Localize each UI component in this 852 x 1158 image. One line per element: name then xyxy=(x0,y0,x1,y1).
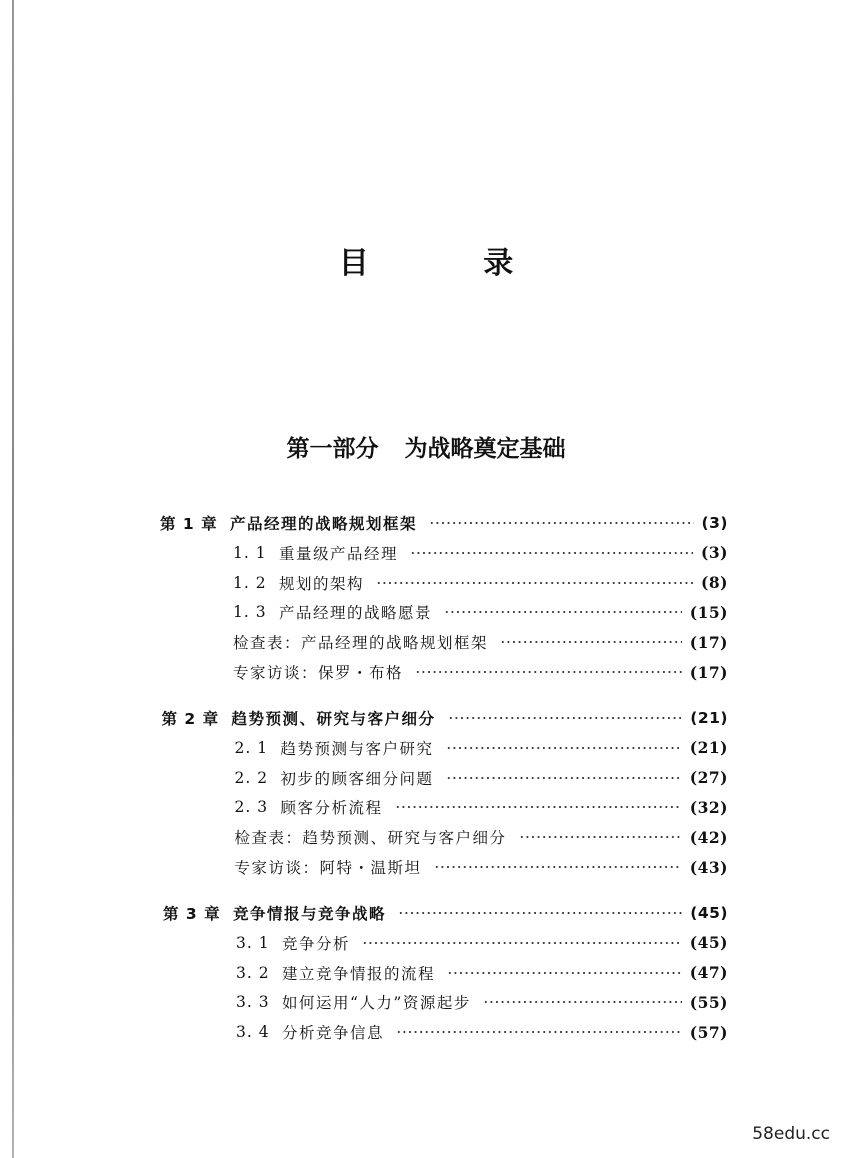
toc-section-row[interactable] xyxy=(233,599,728,625)
toc-number: 2. 2 xyxy=(234,768,269,787)
toc-page-number: (3) xyxy=(701,543,728,563)
toc-entry-title: 顾客分析流程 xyxy=(280,799,383,818)
toc-page-number: (21) xyxy=(689,738,728,758)
toc-page-number: (32) xyxy=(689,797,728,817)
toc-section-row[interactable] xyxy=(236,1019,728,1045)
toc-page-number: (17) xyxy=(689,632,728,652)
toc-dot-leader xyxy=(500,641,682,643)
toc-entry-title: 检查表：产品经理的战略规划框架 xyxy=(233,634,489,653)
toc-page-number: (3) xyxy=(701,514,728,532)
toc-dot-leader xyxy=(415,671,682,673)
toc-dot-leader xyxy=(398,912,682,914)
toc-entry-title: 初步的顾客细分问题 xyxy=(280,769,434,788)
toc-dot-leader xyxy=(446,777,682,779)
toc-entry-title: 如何运用“人力”资源起步 xyxy=(282,994,471,1013)
toc-number: 第 3 章 xyxy=(163,905,221,923)
toc-page-number: (17) xyxy=(689,662,728,682)
toc-page-number: (15) xyxy=(689,602,728,622)
toc-number: 2. 3 xyxy=(234,798,269,817)
toc-page-number: (55) xyxy=(689,992,728,1012)
toc-page-number: (45) xyxy=(690,904,728,922)
toc-dot-leader xyxy=(448,717,683,719)
toc-number: 第 2 章 xyxy=(161,710,220,728)
toc-dot-leader xyxy=(434,866,682,868)
toc-dot-leader xyxy=(446,747,682,749)
toc-number: 第 1 章 xyxy=(160,515,218,533)
toc-page-number: (21) xyxy=(690,709,728,727)
toc-page-number: (8) xyxy=(701,573,728,593)
toc-entry-title: 专家访谈：阿特・温斯坦 xyxy=(234,859,422,877)
toc-dot-leader xyxy=(410,552,693,554)
toc-section-row[interactable] xyxy=(236,989,728,1015)
toc-section-row[interactable] xyxy=(235,765,729,791)
toc-dot-leader xyxy=(362,942,682,944)
toc-entry-title: 重量级产品经理 xyxy=(279,544,399,563)
toc-entry-title: 专家访谈：保罗・布格 xyxy=(233,664,404,682)
toc-dot-leader xyxy=(519,836,682,838)
toc-number: 1. 2 xyxy=(233,573,267,592)
toc-entry-title: 产品经理的战略规划框架 xyxy=(230,515,418,533)
toc-entry-title: 规划的架构 xyxy=(279,574,365,593)
toc-dot-leader xyxy=(376,582,693,584)
toc-chapter-2[interactable] xyxy=(162,705,729,731)
part-name: 为战略奠定基础 xyxy=(404,436,566,462)
toc-section-row[interactable] xyxy=(235,824,729,850)
toc-page-number: (42) xyxy=(689,827,728,847)
toc-section-row[interactable] xyxy=(233,629,728,655)
toc-section-row[interactable] xyxy=(233,540,728,566)
toc-section-row[interactable] xyxy=(233,659,728,685)
toc-section-row[interactable] xyxy=(236,930,728,956)
toc-chapter-3[interactable] xyxy=(163,900,728,926)
toc-page-number: (57) xyxy=(689,1022,728,1042)
toc-dot-leader xyxy=(429,522,694,524)
toc-page-number: (45) xyxy=(689,933,728,953)
toc-dot-leader xyxy=(395,806,682,808)
toc-page-number: (43) xyxy=(689,857,728,877)
toc-number: 1. 3 xyxy=(233,603,267,622)
toc-section-row[interactable] xyxy=(235,854,729,880)
toc-number: 2. 1 xyxy=(234,738,269,757)
toc-number: 1. 1 xyxy=(233,543,267,562)
toc-number: 3. 4 xyxy=(236,1023,270,1042)
toc-section-row[interactable] xyxy=(235,794,729,820)
toc-chapter-1[interactable] xyxy=(160,510,728,536)
toc-entry-title: 趋势预测、研究与客户细分 xyxy=(231,710,436,728)
toc-section-row[interactable] xyxy=(233,570,728,596)
toc-section-row[interactable] xyxy=(235,735,729,761)
toc-entry-title: 分析竞争信息 xyxy=(282,1024,385,1043)
part-label: 第一部分 xyxy=(286,436,379,462)
toc-number: 3. 2 xyxy=(236,963,270,982)
toc-dot-leader xyxy=(447,972,682,974)
toc-dot-leader xyxy=(444,611,682,613)
toc-entry-title: 竞争分析 xyxy=(282,934,351,953)
toc-number: 3. 1 xyxy=(236,933,270,952)
toc-entry-title: 趋势预测与客户研究 xyxy=(280,739,434,758)
toc-entry-title: 产品经理的战略愿景 xyxy=(279,604,433,623)
toc-number: 3. 3 xyxy=(236,993,270,1012)
toc-page-number: (47) xyxy=(689,963,728,983)
toc-dot-leader xyxy=(483,1001,682,1003)
toc-page-number: (27) xyxy=(689,768,728,788)
toc-dot-leader xyxy=(396,1031,682,1033)
toc-entry-title: 建立竞争情报的流程 xyxy=(282,964,436,983)
toc-title: 目 录 xyxy=(338,246,566,281)
toc-entry-title: 检查表：趋势预测、研究与客户细分 xyxy=(234,829,507,848)
watermark: 58edu.cc xyxy=(752,1124,830,1144)
toc-section-row[interactable] xyxy=(236,960,728,986)
toc-entry-title: 竞争情报与竞争战略 xyxy=(233,905,387,923)
